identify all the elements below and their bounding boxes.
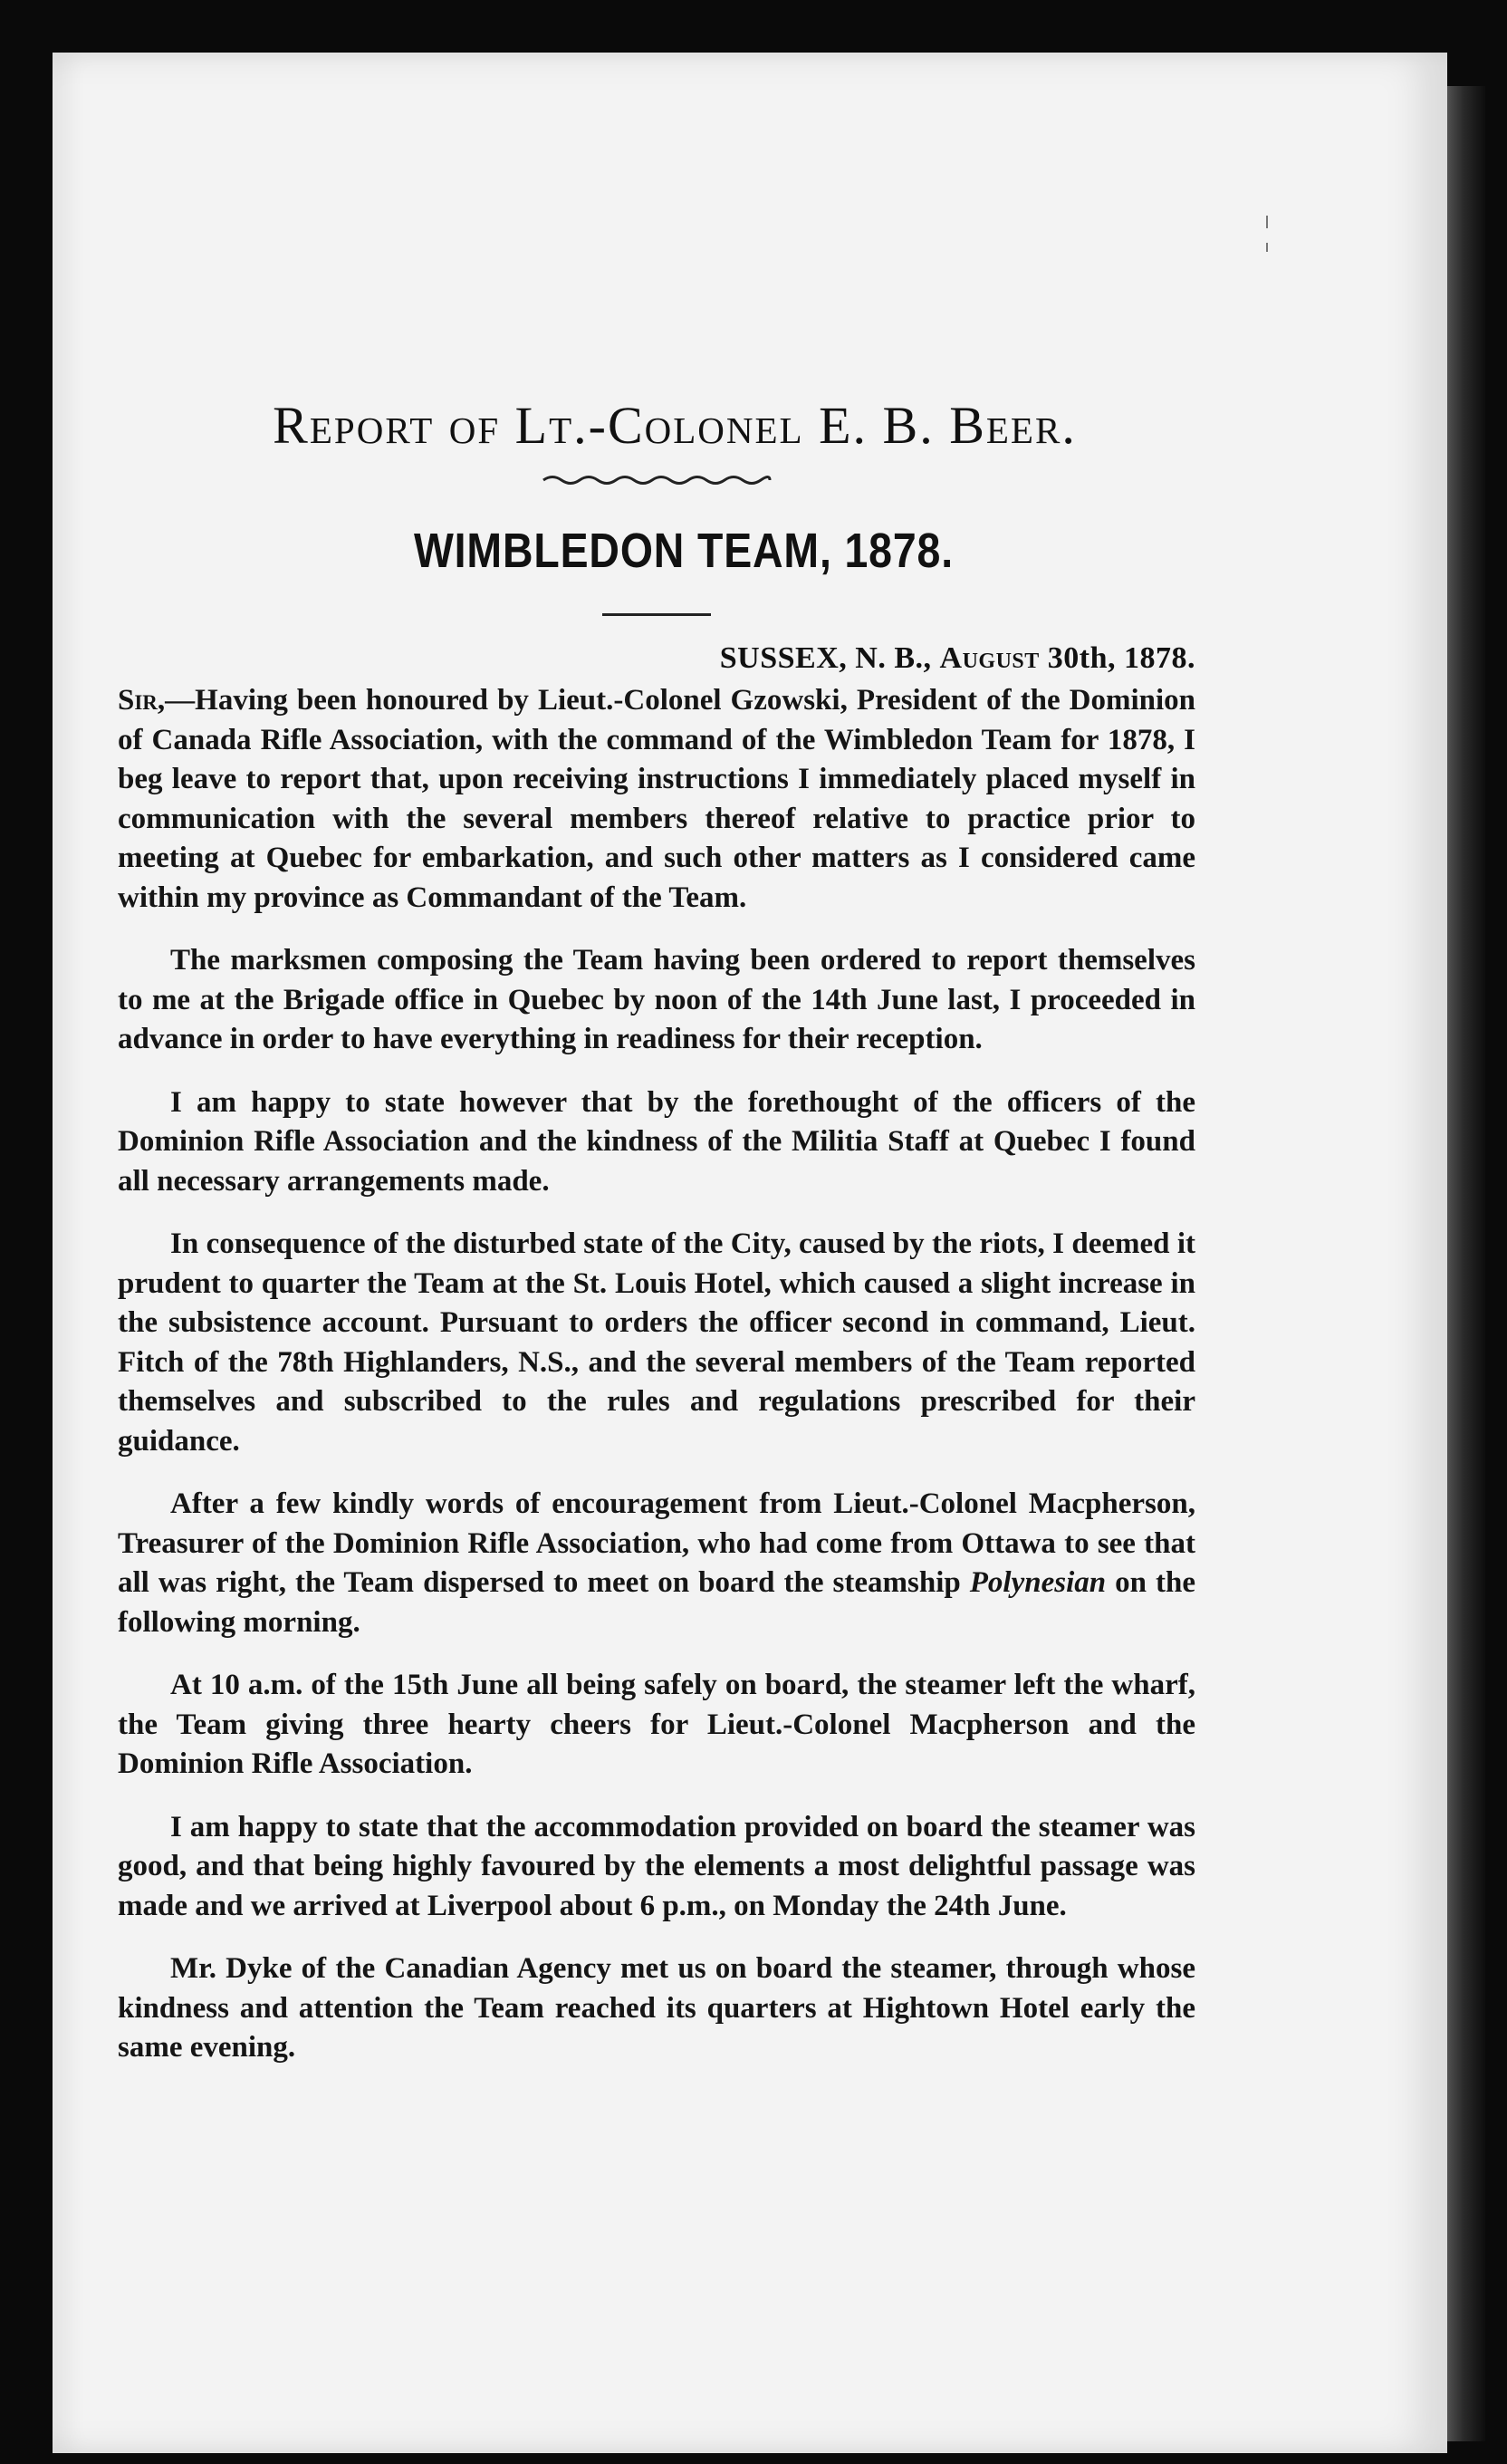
- paragraph-7: I am happy to state that the accommodation provided on board the steamer was good, and that being highly favoured by the elements a most delightful passage was made and we arrived at Liverpool about 6 p.m., on Monday the 24th June.: [118, 1810, 1195, 1922]
- dateline-month: August: [939, 641, 1040, 675]
- margin-tick: [1266, 216, 1268, 228]
- paragraph-8: Mr. Dyke of the Canadian Agency met us on board the steamer, through whose kindness and attention the Team reached its quarters at Hightown Hotel early the same evening.: [118, 1952, 1195, 2064]
- paragraph-4: In consequence of the disturbed state of the City, caused by the riots, I deemed it prudent to quarter the Team at the St. Louis Hotel, which caused a slight increase in the subsistence account. Pursuant to orders the officer second in command, Lieut. Fitch of the 78th Highlanders, N.S., and the several members of the Team reported themselves and subscribed to the rules and regulations prescribed for their guidance.: [118, 1227, 1195, 1458]
- report-title: Report of Lt.-Colonel E. B. Beer.: [273, 396, 1077, 455]
- paragraph-5-text: After a few kindly words of encouragement from Lieut.-Colonel Macpherson, Treasurer of the Dominion Rifle Association, who had come from Ottawa to see that all was right, the Team dispersed to meet on board the steamship: [118, 1487, 1195, 1599]
- paragraph-1-text: —Having been honoured by Lieut.-Colonel Gzowski, President of the Dominion of Canada Rifle Association, with the command of the Wimbledon Team for 1878, I beg leave to report that, upon receiving instructions I immediately placed myself in communication with the several members thereof relative to practice prior to meeting at Quebec for embarkation, and such other matters as I considered came within my province as Commandant of the Team.: [118, 684, 1195, 914]
- margin-marks: [1266, 179, 1282, 2263]
- dateline-date: 30th, 1878.: [1047, 641, 1195, 675]
- paragraph-5: [118, 1485, 1195, 1642]
- wavy-ornament-rule: [539, 472, 774, 488]
- section-divider: [602, 613, 711, 616]
- section-title: WIMBLEDON TEAM, 1878.: [413, 524, 955, 578]
- paragraph-2: The marksmen composing the Team having been ordered to report themselves to me at the Brigade office in Quebec by noon of the 14th June last, I proceeded in advance in order to have everything in readiness for their reception.: [118, 944, 1195, 1055]
- paragraph-3: I am happy to state however that by the forethought of the officers of the Dominion Rifle Association and the kindness of the Militia Staff at Quebec I found all necessary arrangements made.: [118, 1085, 1195, 1198]
- paragraph-6: At 10 a.m. of the 15th June all being safely on board, the steamer left the wharf, the Team giving three hearty cheers for Lieut.-Colonel Macpherson and the Dominion Rifle Association.: [118, 1669, 1195, 1780]
- dateline-place: SUSSEX, N. B.,: [719, 641, 932, 675]
- ship-name: Polynesian: [969, 1566, 1107, 1599]
- dateline: [118, 641, 1195, 676]
- paragraph-5-tail: on the following morning.: [118, 1566, 1195, 1639]
- paragraph-1: [118, 681, 1195, 918]
- margin-tick: [1266, 243, 1268, 252]
- document-page: [53, 53, 1447, 2453]
- salutation: Sir,: [118, 684, 166, 717]
- document-content: [118, 341, 1195, 2068]
